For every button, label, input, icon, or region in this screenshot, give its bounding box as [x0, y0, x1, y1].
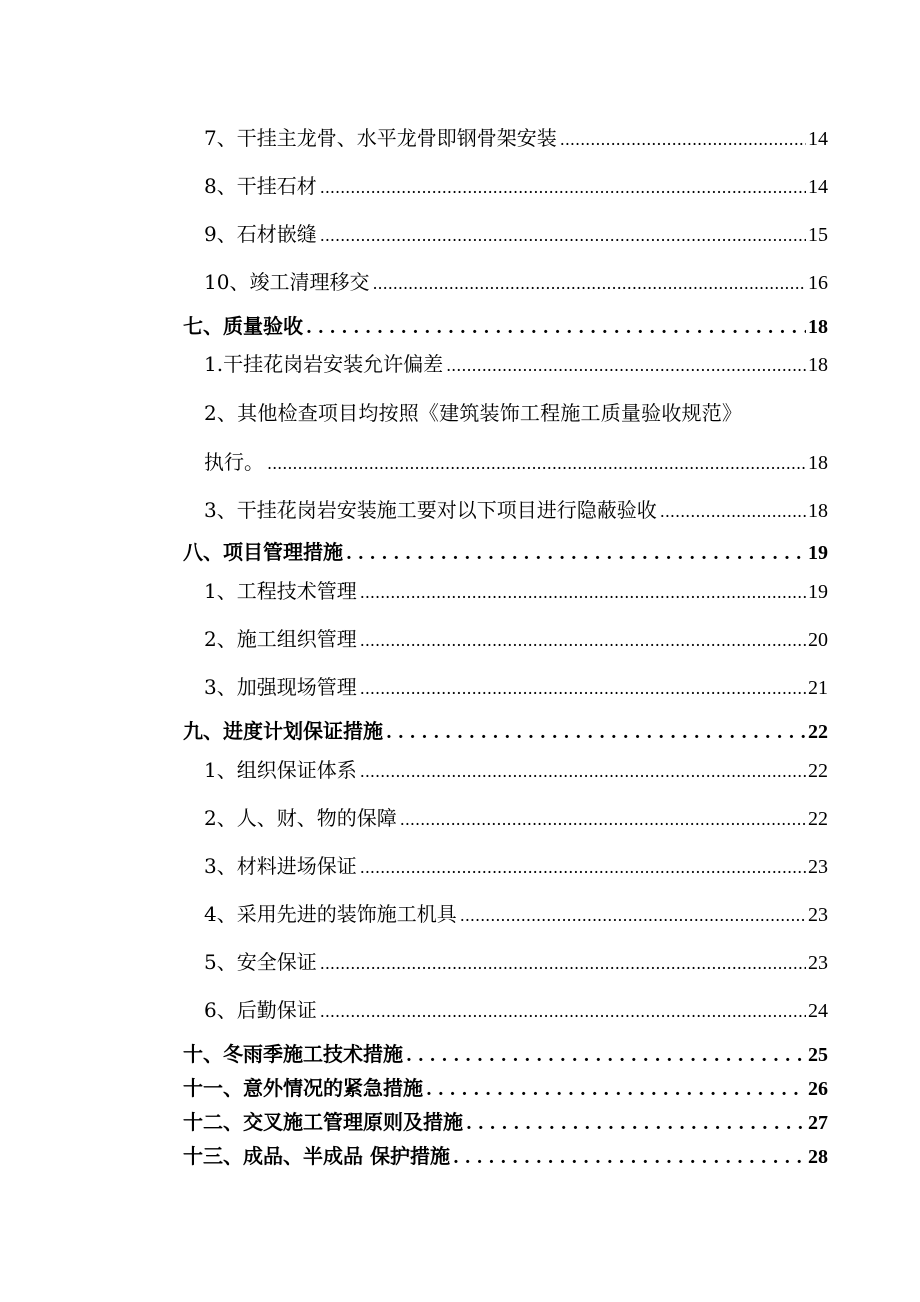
toc-section-label: 九、进度计划保证措施 [183, 719, 383, 743]
toc-entry-label: 9、石材嵌缝 [204, 222, 317, 246]
toc-entry-page: 22 [808, 808, 828, 830]
toc-entry-label: 2、施工组织管理 [204, 627, 357, 651]
toc-entry[interactable] [204, 575, 828, 604]
toc-entry-page: 18 [808, 452, 828, 474]
dot-leader [560, 126, 806, 150]
toc-entry-label: 4、采用先进的装饰施工机具 [204, 902, 457, 926]
toc-section-page: 18 [808, 316, 828, 338]
toc-entry-label: 执行。 [204, 450, 264, 474]
toc-entry[interactable] [204, 170, 828, 199]
toc-entry[interactable] [204, 122, 828, 151]
toc-section-label: 十二、交叉施工管理原则及措施 [183, 1110, 463, 1134]
toc-section-page: 27 [808, 1112, 828, 1134]
toc-entry[interactable] [204, 898, 828, 927]
toc-entry-page: 22 [808, 760, 828, 782]
dot-leader [320, 174, 806, 198]
toc-entry-label: 2、人、财、物的保障 [204, 806, 397, 830]
toc-section-page: 25 [808, 1044, 828, 1066]
toc-entry[interactable] [204, 348, 828, 377]
toc-entry-label: 3、加强现场管理 [204, 675, 357, 699]
toc-entry-label: 6、后勤保证 [204, 998, 317, 1022]
toc-entry-page: 18 [808, 354, 828, 376]
dot-leader [360, 758, 806, 782]
toc-section-label: 七、质量验收 [183, 314, 303, 338]
toc-entry-label: 1、工程技术管理 [204, 579, 357, 603]
dot-leader [453, 1144, 806, 1168]
toc-section-entry[interactable] [183, 310, 828, 339]
toc-entry[interactable] [204, 754, 828, 783]
toc-entry-label: 3、材料进场保证 [204, 854, 357, 878]
dot-leader [372, 270, 806, 294]
dot-leader [406, 1042, 806, 1066]
dot-leader [460, 902, 806, 926]
toc-entry[interactable] [204, 946, 828, 975]
dot-leader [320, 950, 806, 974]
dot-leader [306, 314, 806, 338]
toc-section-entry[interactable] [183, 1038, 828, 1067]
toc-entry-page: 16 [808, 272, 828, 294]
dot-leader [400, 806, 806, 830]
toc-entry-wrapped-first-line[interactable] [204, 397, 828, 426]
dot-leader [426, 1076, 806, 1100]
toc-entry-label: 7、干挂主龙骨、水平龙骨即钢骨架安装 [204, 126, 557, 150]
toc-entry[interactable] [204, 802, 828, 831]
dot-leader [660, 498, 806, 522]
toc-section-label: 十一、意外情况的紧急措施 [183, 1076, 423, 1100]
toc-entry-page: 15 [808, 224, 828, 246]
toc-entry-page: 20 [808, 629, 828, 651]
toc-entry-label: 2、其他检查项目均按照《建筑装饰工程施工质量验收规范》 [204, 401, 743, 425]
toc-entry-page: 23 [808, 856, 828, 878]
toc-entry-page: 23 [808, 904, 828, 926]
toc-section-entry[interactable] [183, 1106, 828, 1135]
toc-entry-label: 1、组织保证体系 [204, 758, 357, 782]
dot-leader [360, 675, 806, 699]
toc-entry-page: 24 [808, 1000, 828, 1022]
dot-leader [446, 352, 806, 376]
toc-section-label: 十、冬雨季施工技术措施 [183, 1042, 403, 1066]
toc-entry-page: 19 [808, 581, 828, 603]
toc-entry-label: 8、干挂石材 [204, 174, 317, 198]
toc-section-entry[interactable] [183, 536, 828, 565]
toc-entry-wrapped-second-line[interactable] [204, 446, 828, 475]
toc-entry[interactable] [204, 266, 828, 295]
dot-leader [320, 998, 806, 1022]
toc-entry[interactable] [204, 850, 828, 879]
toc-entry[interactable] [204, 671, 828, 700]
toc-section-entry[interactable] [183, 715, 828, 744]
toc-entry[interactable] [204, 494, 828, 523]
dot-leader [346, 540, 806, 564]
toc-entry-page: 14 [808, 176, 828, 198]
dot-leader [320, 222, 806, 246]
toc-section-page: 22 [808, 721, 828, 743]
toc-entry[interactable] [204, 218, 828, 247]
dot-leader [386, 719, 806, 743]
toc-entry-label: 3、干挂花岗岩安装施工要对以下项目进行隐蔽验收 [204, 498, 657, 522]
dot-leader [360, 579, 806, 603]
toc-section-label: 八、项目管理措施 [183, 540, 343, 564]
toc-entry[interactable] [204, 623, 828, 652]
toc-entry[interactable] [204, 994, 828, 1023]
toc-entry-page: 18 [808, 500, 828, 522]
toc-section-entry[interactable] [183, 1140, 828, 1169]
toc-entry-label: 1.干挂花岗岩安装允许偏差 [204, 352, 444, 376]
dot-leader [466, 1110, 806, 1134]
toc-entry-label: 10、竣工清理移交 [204, 270, 370, 294]
toc-section-page: 28 [808, 1146, 828, 1168]
toc-section-page: 19 [808, 542, 828, 564]
toc-entry-page: 14 [808, 128, 828, 150]
toc-section-entry[interactable] [183, 1072, 828, 1101]
toc-section-label: 十三、成品、半成品 保护措施 [183, 1144, 450, 1168]
toc-section-page: 26 [808, 1078, 828, 1100]
toc-entry-label: 5、安全保证 [204, 950, 317, 974]
toc-entry-page: 21 [808, 677, 828, 699]
dot-leader [360, 627, 806, 651]
toc-entry-page: 23 [808, 952, 828, 974]
dot-leader [360, 854, 806, 878]
dot-leader [267, 450, 806, 474]
